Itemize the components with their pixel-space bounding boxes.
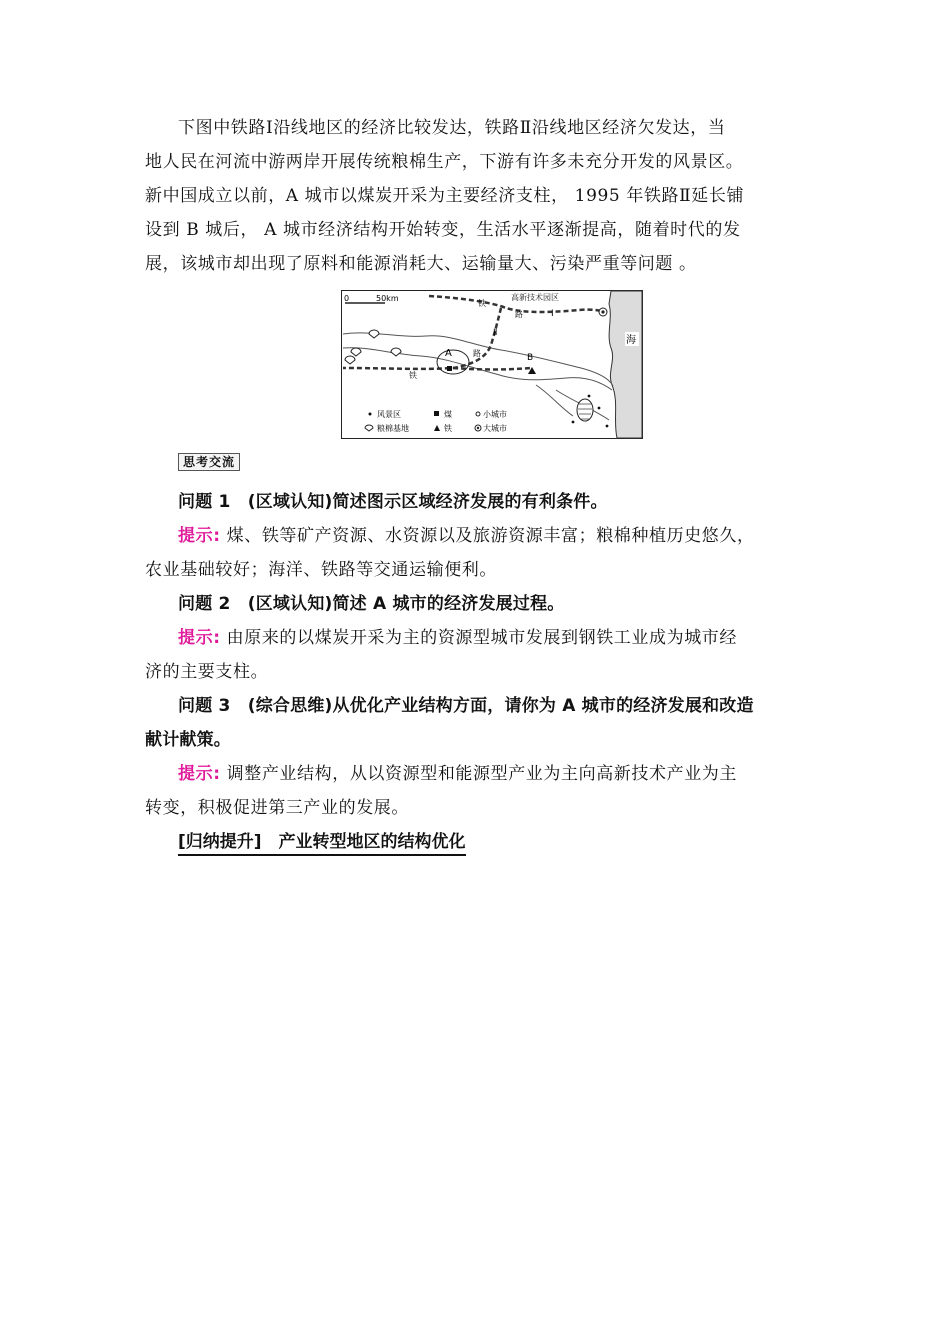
summary-heading: [归纳提升] 产业转型地区的结构优化	[178, 831, 466, 856]
intro-line-2: 地人民在河流中游两岸开展传统粮棉生产，下游有许多未充分开发的风景区。	[145, 152, 744, 172]
regional-map-svg	[341, 290, 643, 439]
q3-answer-text-1: 调整产业结构，从以资源型和能源型产业为主向高新技术产业为主	[220, 764, 738, 784]
lake-icon	[577, 399, 593, 421]
q1-answer-line-2: 农业基础较好；海洋、铁路等交通运输便利。	[145, 560, 497, 580]
summary-tag: 归纳提升	[185, 832, 254, 852]
q3-question-line-2: 献计献策。	[145, 730, 231, 750]
city-b-label: B	[527, 353, 534, 363]
q1-question: 问题 1 (区域认知)简述图示区域经济发展的有利条件。	[178, 492, 608, 512]
q2-hint-label: 提示:	[178, 628, 221, 648]
q2-question: 问题 2 (区域认知)简述 A 城市的经济发展过程。	[178, 594, 565, 614]
q2-answer-line-2: 济的主要支柱。	[145, 662, 269, 682]
summary-title: 产业转型地区的结构优化	[278, 832, 466, 852]
section-tag: 思考交流	[178, 453, 240, 471]
legend-big-city: 大城市	[483, 424, 507, 433]
scale-value: 50km	[376, 294, 399, 303]
rail-1-char-1: 铁	[478, 299, 486, 308]
q3-answer-line-1	[178, 763, 810, 785]
legend-coal-icon	[434, 411, 439, 416]
q1-answer-line-1	[178, 525, 810, 547]
q2-answer-text-1: 由原来的以煤炭开采为主的资源型城市发展到钢铁工业成为城市经	[220, 628, 738, 648]
scale-zero: 0	[344, 294, 350, 303]
intro-line-1: 下图中铁路Ⅰ沿线地区的经济比较发达，铁路Ⅱ沿线地区经济欠发达，当	[178, 118, 726, 138]
q3-hint-label: 提示:	[178, 764, 221, 784]
coal-marker	[447, 366, 452, 371]
rail-1-char-2: 路	[515, 310, 523, 319]
q3-question-line-1: 问题 3 (综合思维)从优化产业结构方面，请你为 A 城市的经济发展和改造	[178, 696, 754, 716]
q1-answer-text-1: 煤、铁等矿产资源、水资源以及旅游资源丰富；粮棉种植历史悠久，	[220, 526, 755, 546]
legend-coal: 煤	[444, 410, 452, 419]
city-a-label: A	[445, 348, 452, 359]
intro-line-3: 新中国成立以前，A 城市以煤炭开采为主要经济支柱， 1995 年铁路Ⅱ延长铺	[145, 186, 745, 206]
intro-line-4: 设到 B 城后， A 城市经济结构开始转变，生活水平逐渐提高，随着时代的发	[145, 220, 741, 240]
q3-answer-line-2: 转变，积极促进第三产业的发展。	[145, 798, 409, 818]
legend-small-city: 小城市	[483, 410, 507, 419]
sea-label: 海	[626, 335, 636, 346]
legend-scenic: 风景区	[377, 410, 401, 419]
intro-line-5: 展，该城市却出现了原料和能源消耗大、运输量大、污染严重等问题 。	[145, 254, 697, 274]
legend-iron: 铁	[444, 424, 452, 433]
rail-2-char-1: 路	[473, 349, 481, 358]
rail-2-char-2: 铁	[409, 371, 417, 380]
legend-grain-base: 粮棉基地	[377, 424, 409, 433]
legend-small-city-icon	[476, 412, 480, 416]
legend-scenic-icon	[369, 413, 372, 416]
q2-answer-line-1	[178, 627, 810, 649]
rail-1-roman: Ⅰ	[551, 309, 554, 319]
big-city-dot	[601, 310, 604, 313]
zone-label: 高新技术园区	[511, 293, 559, 302]
rail-2-roman: Ⅱ	[493, 328, 498, 338]
regional-map	[341, 290, 643, 439]
q1-hint-label: 提示:	[178, 526, 221, 546]
